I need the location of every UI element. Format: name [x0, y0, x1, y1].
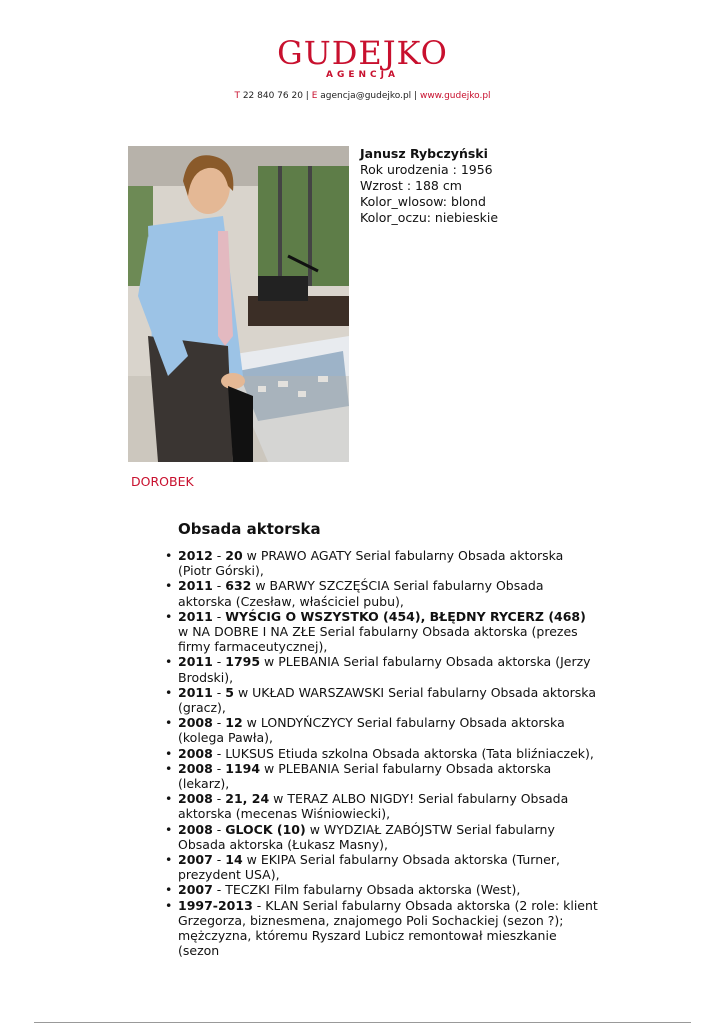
- email-prefix: E: [311, 91, 318, 101]
- actor-name: Janusz Rybczyński: [360, 146, 488, 161]
- agency-logo: GUDEJKO: [277, 34, 448, 72]
- credit-item: • 2012 - 20 w PRAWO AGATY Serial fabularny Obsada aktorska (Piotr Górski),: [178, 548, 598, 578]
- website-link[interactable]: www.gudejko.pl: [419, 91, 491, 101]
- credit-item: • 2008 - 21, 24 w TERAZ ALBO NIGDY! Serial fabularny Obsada aktorska (mecenas Wiśniowiecki),: [178, 791, 598, 821]
- actor-info: [360, 146, 498, 226]
- credit-item: • 2011 - 632 w BARWY SZCZĘŚCIA Serial fabularny Obsada aktorska (Czesław, właściciel pubu),: [178, 578, 598, 608]
- contact-line: T 22 840 76 20 | E agencja@gudejko.pl | www.gudejko.pl: [234, 91, 491, 101]
- section-label: DOROBEK: [131, 474, 194, 489]
- credit-item: • 2007 - TECZKI Film fabularny Obsada aktorska (West),: [178, 882, 598, 897]
- credit-item: • 2011 - 5 w UKŁAD WARSZAWSKI Serial fabularny Obsada aktorska (gracz),: [178, 685, 598, 715]
- credit-item: • 2008 - GLOCK (10) w WYDZIAŁ ZABÓJSTW Serial fabularny Obsada aktorska (Łukasz Masny),: [178, 822, 598, 852]
- phone-number: 22 840 76 20: [242, 91, 303, 101]
- phone-prefix: T: [234, 91, 240, 101]
- credits-list: [178, 548, 598, 959]
- credit-item: • 2008 - 12 w LONDYŃCZYCY Serial fabularny Obsada aktorska (kolega Pawła),: [178, 715, 598, 745]
- credit-item: • 2008 - LUKSUS Etiuda szkolna Obsada aktorska (Tata bliźniaczek),: [178, 746, 598, 761]
- credit-item: • 2008 - 1194 w PLEBANIA Serial fabularny Obsada aktorska (lekarz),: [178, 761, 598, 791]
- credit-item: • 2011 - 1795 w PLEBANIA Serial fabularny Obsada aktorska (Jerzy Brodski),: [178, 654, 598, 684]
- height: Wzrost : 188 cm: [360, 178, 462, 193]
- credit-item: • 2011 - WYŚCIG O WSZYSTKO (454), BŁĘDNY RYCERZ (468) w NA DOBRE I NA ZŁE Serial fabularny Obsada aktorska (prezes firmy farmaceutycznej),: [178, 609, 598, 655]
- credit-item: • 2007 - 14 w EKIPA Serial fabularny Obsada aktorska (Turner, prezydent USA),: [178, 852, 598, 882]
- actor-photo: [128, 146, 349, 462]
- birth-year: Rok urodzenia : 1956: [360, 162, 493, 177]
- eye-color: Kolor_oczu: niebieskie: [360, 210, 499, 225]
- hair-color: Kolor_wlosow: blond: [360, 194, 486, 209]
- section-title: Obsada aktorska: [178, 520, 321, 538]
- credit-item: • 1997-2013 - KLAN Serial fabularny Obsada aktorska (2 role: klient Grzegorza, biznesmena, znajomego Poli Sochackiej (sezon ?); mężczyzna, któremu Ryszard Lubicz remontował mieszkanie (sezon: [178, 898, 598, 959]
- footer-divider: [34, 1022, 691, 1023]
- email-address[interactable]: agencja@gudejko.pl: [320, 91, 412, 101]
- agency-subtitle: AGENCJA: [326, 70, 399, 80]
